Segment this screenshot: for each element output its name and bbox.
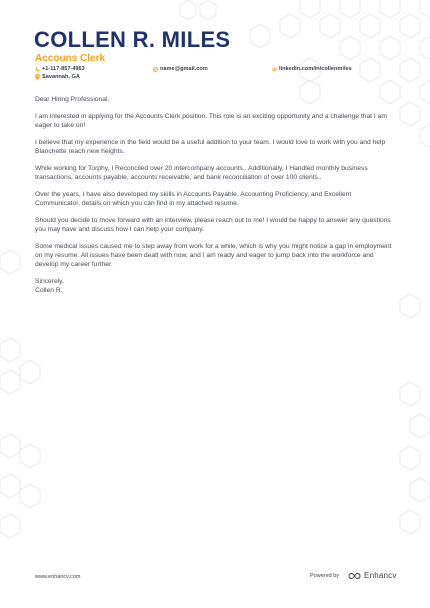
candidate-role: Accouns Clerk — [35, 53, 106, 64]
candidate-name: COLLEN R. MILES — [34, 27, 231, 52]
letter-paragraph: I am interested in applying for the Accounts Clerk position. This role is an exciting opportunity and a challenge that I am eager to take on! — [35, 113, 387, 129]
contact-email[interactable] — [153, 66, 208, 72]
phone-text: +1-117-857-4963 — [42, 66, 85, 72]
letter-signature: Collen R. — [35, 286, 63, 294]
letter-paragraph: I believe that my experience in the field would be a useful addition to your team. I would love to work with you and help Blanchette reach new heights. — [35, 139, 386, 155]
powered-by-label: Powered by — [310, 572, 340, 579]
letter-paragraph: Should you decide to move forward with an interview, please reach out to me! I would be happy to answer any questions you may have and discuss how I can help your company. — [35, 217, 391, 233]
location-pin-icon — [35, 74, 40, 80]
footer-powered-by[interactable] — [310, 571, 397, 580]
letter-closing: Sincerely, — [35, 278, 64, 285]
enhancv-brand-name: Enhancv — [364, 571, 397, 580]
contact-location — [35, 74, 80, 80]
link-icon — [272, 67, 277, 72]
contact-linkedin[interactable] — [272, 66, 352, 72]
linkedin-text[interactable]: linkedin.com/in/collenmiles — [279, 66, 352, 72]
location-text: Savannah, GA — [42, 74, 80, 80]
phone-icon — [35, 67, 40, 72]
letter-paragraph: While working for Torphy, I Reconciled over 20 intercompany accounts.. Additionally, I Handled monthly business transactions, accounts payable, accounts receivable, and bank reconciliation of over 100 clients.. — [35, 165, 368, 181]
at-sign-icon — [153, 67, 158, 72]
footer-site-link[interactable]: www.enhancv.com — [35, 574, 81, 580]
enhancv-logo-icon — [348, 572, 361, 580]
letter-paragraph: Some medical issues caused me to step away from work for a while, which is why you might notice a gap in employment on my resume. All issues have been dealt with now, and I am ready and eager to jump back into the workforce and develop my career further. — [35, 243, 392, 268]
letter-body — [35, 96, 395, 295]
letter-paragraph: Over the years, I have also developed my skills in Accounts Payable, Accounting Proficiency, and Excellent Communicator, details on which you can find in my attached resume. — [35, 191, 352, 207]
email-text[interactable]: name@gmail.com — [160, 66, 208, 72]
contact-phone — [35, 66, 85, 72]
letter-greeting: Dear Hiring Professional, — [35, 96, 110, 103]
